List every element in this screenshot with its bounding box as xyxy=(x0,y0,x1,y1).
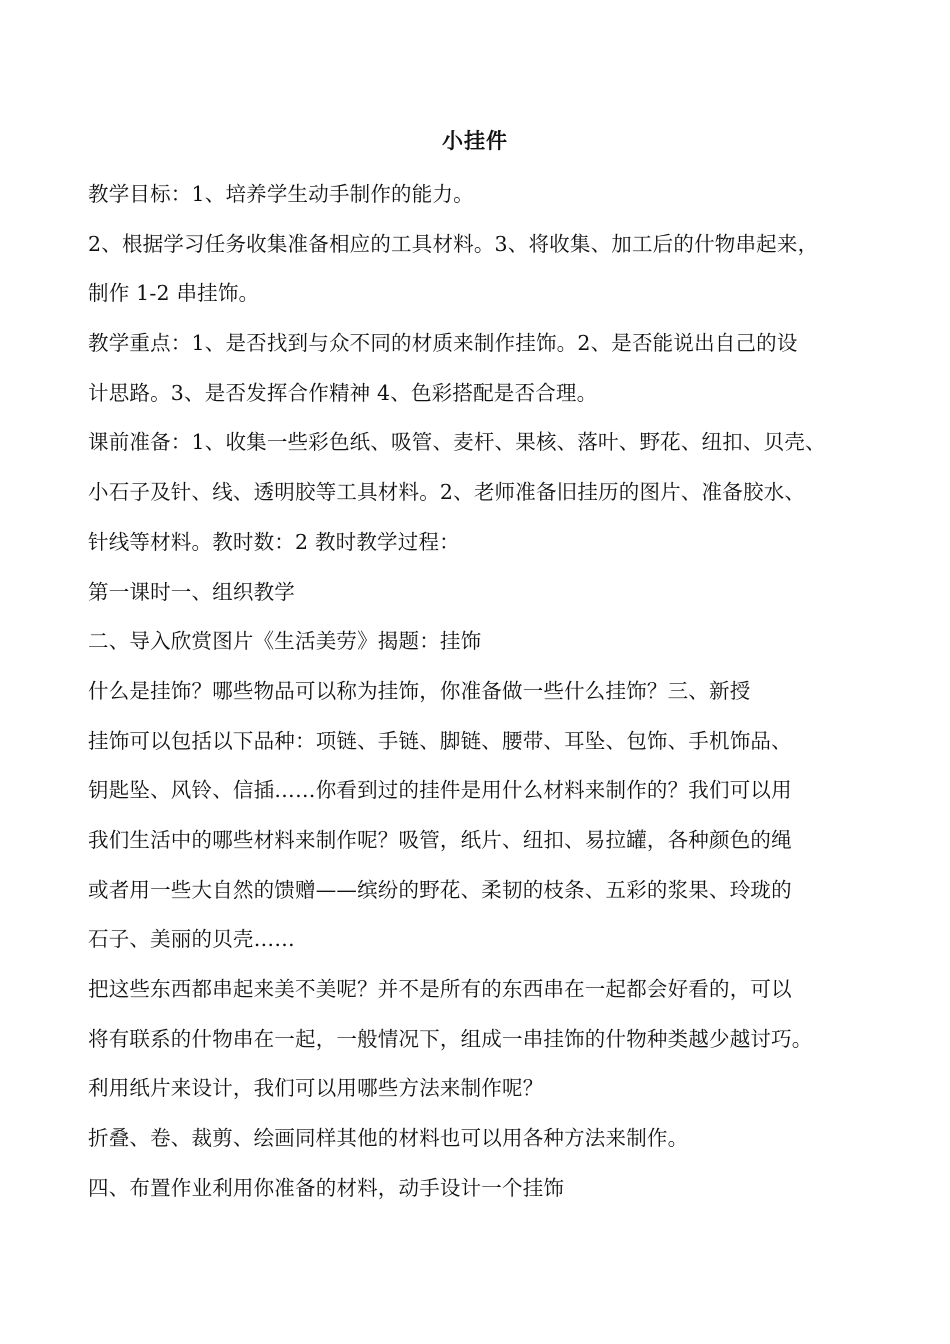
text-line: 把这些东西都串起来美不美呢？并不是所有的东西串在一起都会好看的，可以 xyxy=(88,977,792,1001)
text-line: 课前准备：1、收集一些彩色纸、吸管、麦杆、果核、落叶、野花、纽扣、贝壳、 xyxy=(88,430,826,455)
text-line: 教学目标：1、培养学生动手制作的能力。 xyxy=(88,182,474,206)
document-body xyxy=(88,177,888,1220)
text-line: 挂饰可以包括以下品种：项链、手链、脚链、腰带、耳坠、包饰、手机饰品、 xyxy=(88,728,792,753)
text-line: 计思路。3、是否发挥合作精神 4、色彩搭配是否合理。 xyxy=(88,380,598,405)
text-line: 钥匙坠、风铃、信插……你看到过的挂件是用什么材料来制作的？我们可以用 xyxy=(88,778,792,803)
text-line: 利用纸片来设计，我们可以用哪些方法来制作呢？ xyxy=(88,1076,544,1101)
text-line: 折叠、卷、裁剪、绘画同样其他的材料也可以用各种方法来制作。 xyxy=(88,1126,689,1151)
text-line: 将有联系的什物串在一起，一般情况下，组成一串挂饰的什物种类越少越讨巧。 xyxy=(88,1026,813,1051)
text-line: 石子、美丽的贝壳…… xyxy=(88,927,295,952)
text-line: 或者用一些大自然的馈赠——缤纷的野花、柔韧的枝条、五彩的浆果、玲珑的 xyxy=(88,877,792,902)
page-title: 小挂件 xyxy=(442,128,508,153)
text-line: 2、根据学习任务收集准备相应的工具材料。3、将收集、加工后的什物串起来， xyxy=(88,231,819,256)
text-line: 二、导入欣赏图片《生活美劳》揭题：挂饰 xyxy=(88,629,482,654)
text-line: 制作 1-2 串挂饰。 xyxy=(88,281,260,306)
text-line: 针线等材料。教时数：2 教时教学过程： xyxy=(88,529,460,554)
text-line: 什么是挂饰？哪些物品可以称为挂饰，你准备做一些什么挂饰？三、新授 xyxy=(88,678,751,703)
text-line: 第一课时一、组织教学 xyxy=(88,579,295,604)
text-line: 我们生活中的哪些材料来制作呢？吸管，纸片、纽扣、易拉罐，各种颜色的绳 xyxy=(88,827,792,852)
text-line: 小石子及针、线、透明胶等工具材料。2、老师准备旧挂历的图片、准备胶水、 xyxy=(88,480,806,505)
text-line: 四、布置作业利用你准备的材料，动手设计一个挂饰 xyxy=(88,1175,565,1200)
text-line: 教学重点：1、是否找到与众不同的材质来制作挂饰。2、是否能说出自己的设 xyxy=(88,331,798,356)
